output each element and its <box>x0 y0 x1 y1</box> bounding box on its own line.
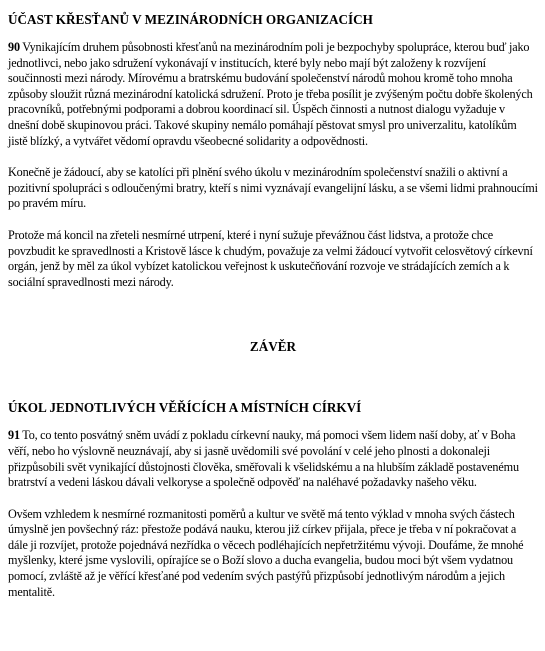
paragraph-number-91: 91 <box>8 428 20 443</box>
document-page <box>8 12 538 600</box>
paragraph-90 <box>8 40 538 149</box>
paragraph-number-90: 90 <box>8 40 20 54</box>
paragraph-diversity-of-conditions: Ovšem vzhledem k nesmírné rozmanitosti poměrů a kultur ve světě má tento výklad v mnoha svých částech úmyslně jen povšechný ráz: přestože podává nauku, kterou již církev přijala, přece je třeba v ní pokračovat a dále ji rozvíjet, protože pojednává nezřídka o věcech podléhajících nepřetržitému vývoji. Doufáme, že mnohé myšlenky, které jsme vyslovili, opírajíce se o Boží slovo a ducha evangelia, budou moci být všem vydatnou pomocí, zvláště až je věřící křesťané pod vedením svých pastýřů přizpůsobí jednotlivým národům a jejich mentalitě. <box>8 506 524 599</box>
paragraph-world-church-organ: Protože má koncil na zřeteli nesmírné utrpení, které i nyní sužuje převážnou část lidstva, a protože chce povzbudit ke spravedlnosti a Kristově lásce k chudým, považuje za velmi žádoucí vytvořit celosvětový církevní orgán, jenž by měl za úkol vybízet katolickou veřejnost k uskutečňování rozvoje ve strádajících zemích a k sociální spravedlnosti mezi národy. <box>8 227 533 289</box>
section-heading-individual-believers: ÚKOL JEDNOTLIVÝCH VĚŘÍCÍCH A MÍSTNÍCH CÍRKVÍ <box>8 400 362 416</box>
paragraph-91 <box>8 428 538 490</box>
paragraph-ecumenical-cooperation: Konečně je žádoucí, aby se katolíci při plnění svého úkolu v mezinárodním společenství snažili o aktivní a pozitivní spolupráci s odloučenými bratry, kteří s nimi vyznávají evangelijní lásku, a se všemi lidmi prahnoucími po pravém míru. <box>8 165 538 211</box>
paragraph-90-text: Vynikajícím druhem působnosti křesťanů na mezinárodním poli je bezpochyby spolupráce, kterou buď jako jednotlivci, nebo jako sdružení vykonávají v institucích, které byly nebo mají být založeny k rozvíjení součinnosti mezi národy. Mírovému a bratrskému budování společenství národů mohou kromě toho mnoha způsoby sloužit různá mezinárodní katolická sdružení. Proto je třeba posílit je zvýšeným počtu dobře školených pracovníků, potřebnými podporami a dobrou koordinací sil. Úspěch činnosti a nutnost dialogu vyžaduje v dnešní době skupinovou práci. Takové skupiny nemálo pomáhají pěstovat smysl pro univerzalitu, katolíkům jistě blízký, a vytvářet vědomí opravdu všeobecné solidarity a odpovědnosti. <box>8 40 533 148</box>
paragraph-91-text: To, co tento posvátný sněm uvádí z pokladu církevní nauky, má pomoci všem lidem naší doby, ať v Boha věří, nebo ho výslovně neuznávají, aby si jasně uvědomili své povolání v celé jeho plnosti a dokonaleji přizpůsobili svět vynikající důstojnosti člověka, směřovali k všelidskému a na hlubším základě postavenému bratrství a vedeni láskou dávali velkoryse a společně odpověď na naléhavé požadavky našeho věku. <box>8 428 519 490</box>
section-heading-christians-international: ÚČAST KŘESŤANŮ V MEZINÁRODNÍCH ORGANIZACÍCH <box>8 12 373 27</box>
conclusion-title: ZÁVĚR <box>249 339 297 355</box>
